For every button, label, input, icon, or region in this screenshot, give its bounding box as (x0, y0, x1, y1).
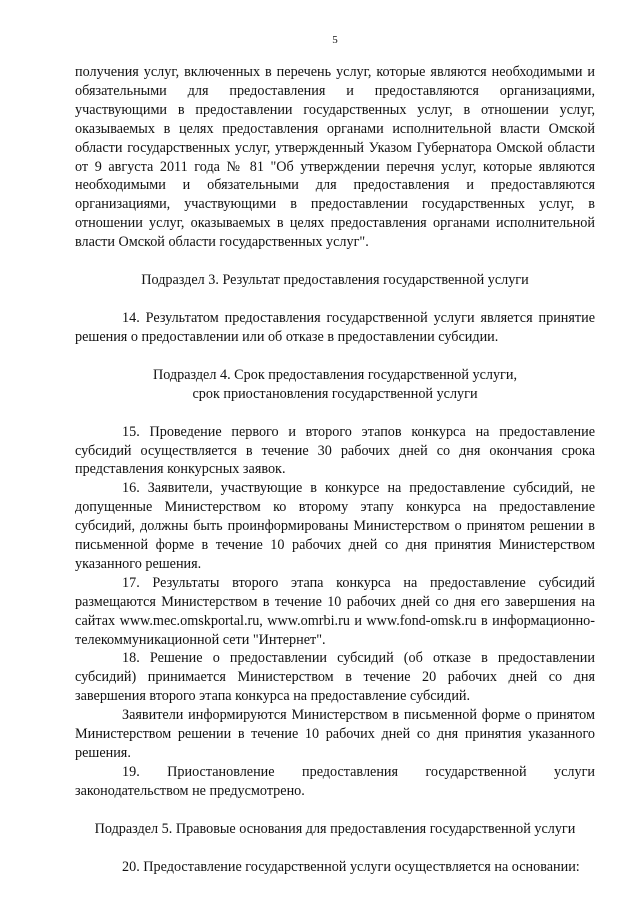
paragraph-19: 19. Приостановление предоставления государственной услуги законодательством не предусмотрено. (75, 763, 595, 799)
heading-subsection-5: Подраздел 5. Правовые основания для предоставления государственной услуги (94, 820, 576, 837)
paragraph-20: 20. Предоставление государственной услуги осуществляется на основании: (122, 858, 580, 875)
paragraph-17: 17. Результаты второго этапа конкурса на предоставление субсидий размещаются Министерством в течение 10 рабочих дней со дня его завершения на сайтах www.mec.omskportal.ru, www.omrbi.ru и www.fond-omsk.ru в информационно-телекоммуникационной сети "Интернет". (75, 574, 595, 648)
paragraph-16: 16. Заявители, участвующие в конкурсе на предоставление субсидий, не допущенные Министерством ко второму этапу конкурса на предоставление субсидий, должны быть проинформированы Министерством о принятом решении в письменной форме в течение 10 рабочих дней со дня принятия Министерством указанного решения. (75, 480, 595, 572)
document-page (75, 34, 595, 877)
paragraph-18: 18. Решение о предоставлении субсидий (об отказе в предоставлении субсидий) принимается Министерством в течение 20 рабочих дней со дня завершения второго этапа конкурса на предоставление субсидий. (75, 650, 595, 705)
heading-subsection-3: Подраздел 3. Результат предоставления государственной услуги (141, 272, 529, 289)
paragraph-14: 14. Результатом предоставления государственной услуги является принятие решения о предоставлении или об отказе в предоставлении субсидии. (75, 309, 595, 345)
page-number: 5 (332, 34, 338, 46)
paragraph-18-notification: Заявители информируются Министерством в письменной форме о принятом Министерством решении в течение 10 рабочих дней со дня принятия указанного решения. (75, 707, 595, 761)
paragraph-15: 15. Проведение первого и второго этапов конкурса на предоставление субсидий осуществляется в течение 30 рабочих дней со дня окончания срока представления конкурсных заявок. (75, 423, 595, 478)
heading-subsection-4-line-2: срок приостановления государственной услуги (192, 385, 478, 402)
heading-subsection-4-line-1: Подраздел 4. Срок предоставления государственной услуги, (152, 366, 518, 383)
paragraph-intro: получения услуг, включенных в перечень услуг, которые являются необходимыми и обязательными для предоставления и предоставляются организациями, участвующими в предоставлении государственных услуг, в отношении услуг, оказываемых в целях предоставления органами исполнительной власти Омской области государственных услуг, утвержденный Указом Губернатора Омской области от 9 августа 2011 года № 81 "Об утверждении перечня услуг, которые являются необходимыми и обязательными для предоставления и предоставляются организациями, участвующими в предоставлении государственных услуг, в отношении услуг, оказываемых в целях предоставления органами исполнительной власти Омской области государственных услуг". (75, 64, 595, 251)
